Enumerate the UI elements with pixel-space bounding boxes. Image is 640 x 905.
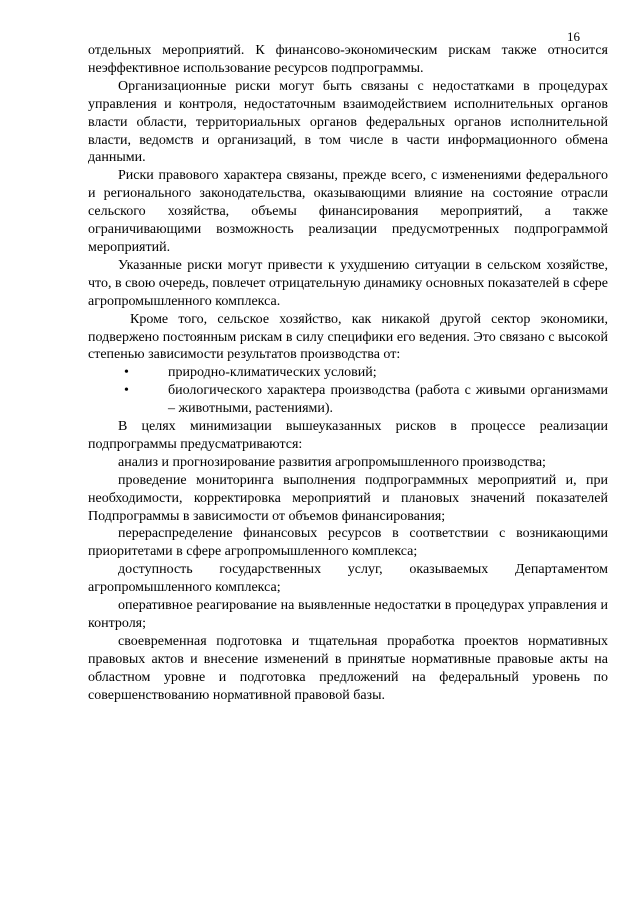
risk-factors-list [88, 364, 608, 418]
list-item [88, 382, 608, 418]
list-item [88, 364, 608, 382]
paragraph-legal-risks: Риски правового характера связаны, прежде всего, с изменениями федерального и регионального законодательства, оказывающими влияние на состояние отрасли сельского хозяйства, объемы финансирования мероприятий, а также ограничивающими возможность реализации предусмотренных подпрограммой мероприятий. [88, 168, 608, 255]
measure-item: перераспределение финансовых ресурсов в соответствии с возникающими приоритетами в сфере агропромышленного комплекса; [88, 526, 608, 560]
measure-item: оперативное реагирование на выявленные недостатки в процедурах управления и контроля; [88, 598, 608, 631]
measure-item: анализ и прогнозирование развития агропромышленного производства; [118, 454, 546, 470]
measure-item: проведение мониторинга выполнения подпрограммных мероприятий и, при необходимости, корректировка мероприятий и плановых значений показателей Подпрограммы в зависимости от объемов финансирования; [88, 472, 608, 524]
document-body [88, 42, 608, 705]
paragraph-organizational-risks: Организационные риски могут быть связаны с недостатками в процедурах управления и контроля, недостаточным взаимодействием исполнительных органов власти области, территориальных органов федеральных органов исполнительной власти, ведомств и организаций, в том числе в части информационного обмена данными. [88, 78, 608, 166]
paragraph-risk-consequences: Указанные риски могут привести к ухудшению ситуации в сельском хозяйстве, что, в свою очередь, повлечет отрицательную динамику основных показателей в сфере агропромышленного комплекса. [88, 257, 608, 309]
list-item-text: биологического характера производства (работа с живыми организмами – животными, растениями). [168, 383, 608, 417]
list-item-text: природно-климатических условий; [168, 365, 377, 381]
measure-item: доступность государственных услуг, оказываемых Департаментом агропромышленного комплекса; [88, 562, 608, 596]
paragraph-minimization-intro: В целях минимизации вышеуказанных рисков в процессе реализации подпрограммы предусматриваются: [88, 419, 608, 452]
bullet-icon: • [124, 365, 129, 381]
paragraph-agriculture-specifics: Кроме того, сельское хозяйство, как никакой другой сектор экономики, подвержено постоянным рискам в силу специфики его ведения. Это связано с высокой степенью зависимости результатов производства от: [88, 311, 608, 363]
bullet-icon: • [124, 383, 129, 399]
measure-item: своевременная подготовка и тщательная проработка проектов нормативных правовых актов и внесение изменений в принятые нормативные правовые акты на областном уровне и подготовка предложений на федеральный уровень по совершенствованию нормативной правовой базы. [88, 633, 608, 703]
page-number: 16 [567, 29, 580, 44]
paragraph-continuation: отдельных мероприятий. К финансово-экономическим рискам также относится неэффективное использование ресурсов подпрограммы. [88, 43, 608, 76]
